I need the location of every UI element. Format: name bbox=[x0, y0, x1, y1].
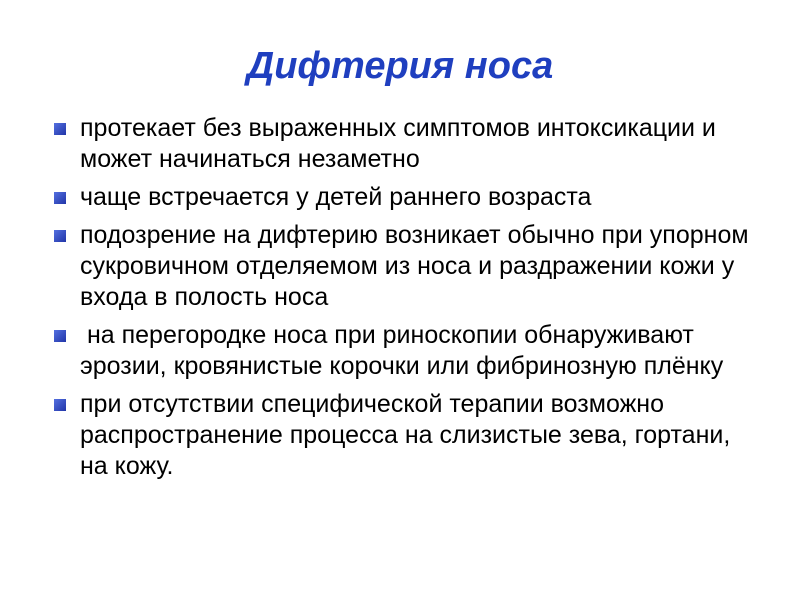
list-item bbox=[52, 182, 752, 213]
slide-title: Дифтерия носа bbox=[246, 45, 554, 87]
square-bullet-icon bbox=[54, 123, 66, 135]
list-item bbox=[52, 320, 752, 382]
list-item bbox=[52, 113, 752, 175]
bullet-text: чаще встречается у детей раннего возраста bbox=[80, 183, 592, 211]
list-item bbox=[52, 220, 752, 313]
square-bullet-icon bbox=[54, 330, 66, 342]
bullet-text: подозрение на дифтерию возникает обычно при упорном сукровичном отделяемом из носа и раздражении кожи у входа в полость носа bbox=[80, 221, 749, 311]
bullet-text: протекает без выраженных симптомов интоксикации и может начинаться незаметно bbox=[80, 114, 716, 173]
bullet-text: на перегородке носа при риноскопии обнаруживают эрозии, кровянистые корочки или фибринозную плёнку bbox=[80, 321, 724, 380]
square-bullet-icon bbox=[54, 192, 66, 204]
square-bullet-icon bbox=[54, 230, 66, 242]
list-item bbox=[52, 389, 752, 482]
bullet-text: при отсутствии специфической терапии возможно распространение процесса на слизистые зева, гортани, на кожу. bbox=[80, 390, 731, 480]
square-bullet-icon bbox=[54, 399, 66, 411]
bullet-list bbox=[52, 113, 752, 489]
